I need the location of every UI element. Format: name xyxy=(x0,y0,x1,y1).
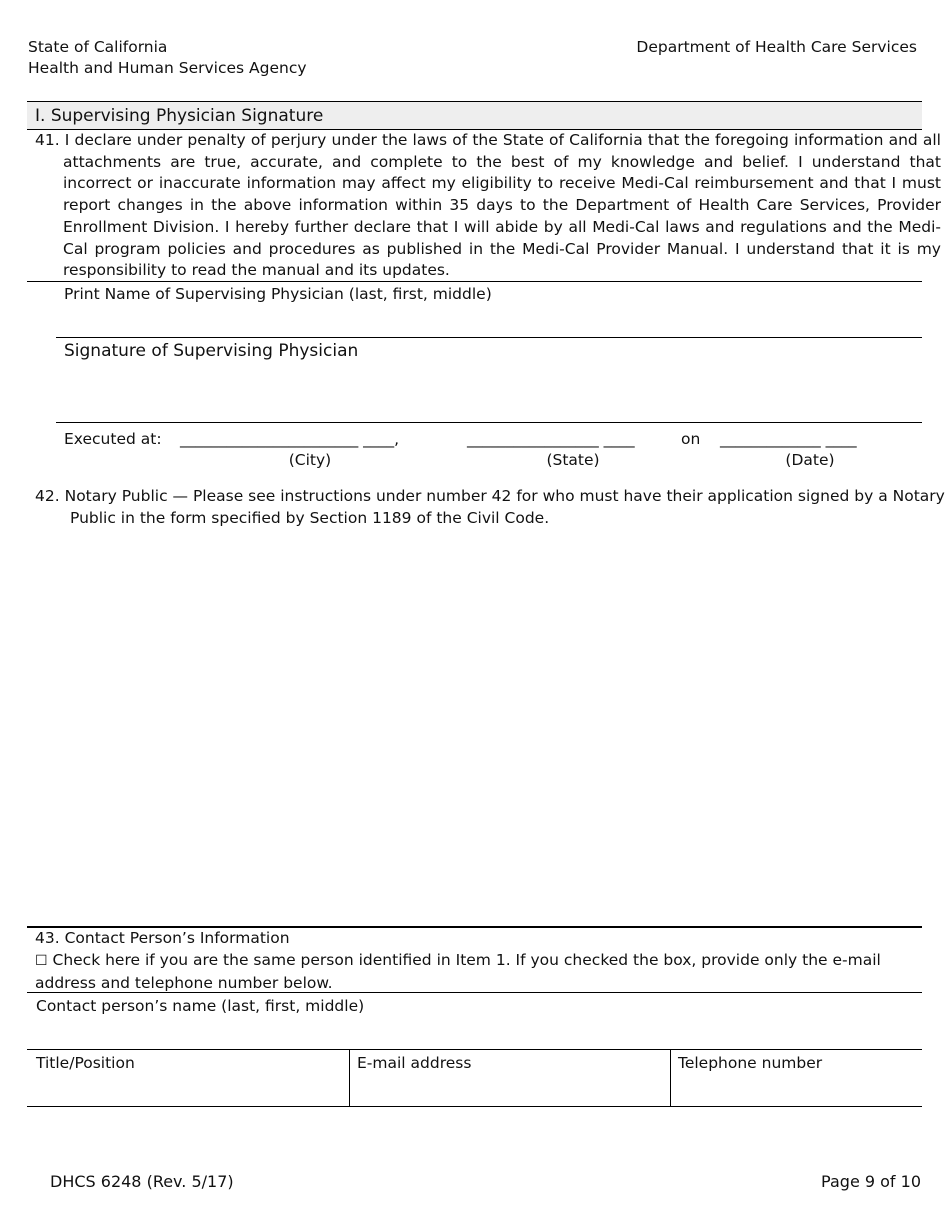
divider xyxy=(27,281,922,282)
agency-header xyxy=(28,37,307,79)
agency-name: Health and Human Services Agency xyxy=(28,59,307,77)
email-label: E-mail address xyxy=(357,1054,472,1072)
department-name: Department of Health Care Services xyxy=(636,38,917,56)
item-42-number: 42. xyxy=(35,487,60,505)
item-42-text: Notary Public — Please see instructions under number 42 for who must have their application signed by a Notary Public in the form specified by Section 1189 of the Civil Code. xyxy=(64,487,945,527)
print-name-label: Print Name of Supervising Physician (last, first, middle) xyxy=(64,285,492,303)
item-42-notary xyxy=(35,486,945,529)
print-name-field[interactable] xyxy=(56,306,922,336)
divider xyxy=(56,422,922,423)
divider xyxy=(27,1049,922,1050)
date-field[interactable]: _____________ ____ xyxy=(720,430,857,448)
signature-field[interactable] xyxy=(56,366,922,421)
email-field[interactable] xyxy=(350,1075,670,1105)
section-title: I. Supervising Physician Signature xyxy=(35,106,324,126)
telephone-field[interactable] xyxy=(671,1075,921,1105)
title-position-label: Title/Position xyxy=(36,1054,135,1072)
contact-name-label: Contact person’s name (last, first, middle) xyxy=(36,997,365,1015)
city-caption: (City) xyxy=(288,451,332,469)
page-number: Page 9 of 10 xyxy=(821,1172,921,1191)
item-41-number: 41. xyxy=(35,131,60,149)
same-person-checkbox[interactable]: ☐ xyxy=(35,953,48,969)
same-person-row xyxy=(35,950,895,994)
item-41-declaration xyxy=(35,130,941,282)
state-name: State of California xyxy=(28,38,168,56)
form-id: DHCS 6248 (Rev. 5/17) xyxy=(50,1172,234,1191)
executed-at-label: Executed at: xyxy=(64,430,162,448)
state-field[interactable]: _________________ ____ xyxy=(467,430,635,448)
on-label: on xyxy=(681,430,701,448)
item-41-text: I declare under penalty of perjury under the laws of the State of California that the foregoing information and all attachments are true, accurate, and complete to the best of my knowledge and belief. I understand that incorrect or inaccurate information may affect my eligibility to receive Medi-Cal reimbursement and that I must report changes in the above information within 35 days to the Department of Health Care Services, Provider Enrollment Division. I hereby further declare that I will abide by all Medi-Cal laws and regulations and the Medi-Cal program policies and procedures as published in the Medi-Cal Provider Manual. I understand that it is my responsibility to read the manual and its updates. xyxy=(63,131,941,280)
signature-label: Signature of Supervising Physician xyxy=(64,341,359,361)
notary-area xyxy=(27,535,922,923)
divider xyxy=(27,926,922,928)
date-caption: (Date) xyxy=(785,451,835,469)
divider xyxy=(27,1106,922,1107)
state-caption: (State) xyxy=(546,451,600,469)
telephone-label: Telephone number xyxy=(678,1054,823,1072)
item-43-title: 43. Contact Person’s Information xyxy=(35,929,290,947)
divider xyxy=(56,337,922,338)
same-person-text: Check here if you are the same person identified in Item 1. If you checked the box, provide only the e-mail address and telephone number below. xyxy=(35,951,881,992)
section-header xyxy=(27,101,922,130)
city-field[interactable]: _______________________ ____, xyxy=(180,430,400,448)
title-position-field[interactable] xyxy=(27,1075,349,1105)
contact-name-field[interactable] xyxy=(27,1018,922,1048)
divider xyxy=(27,992,922,993)
